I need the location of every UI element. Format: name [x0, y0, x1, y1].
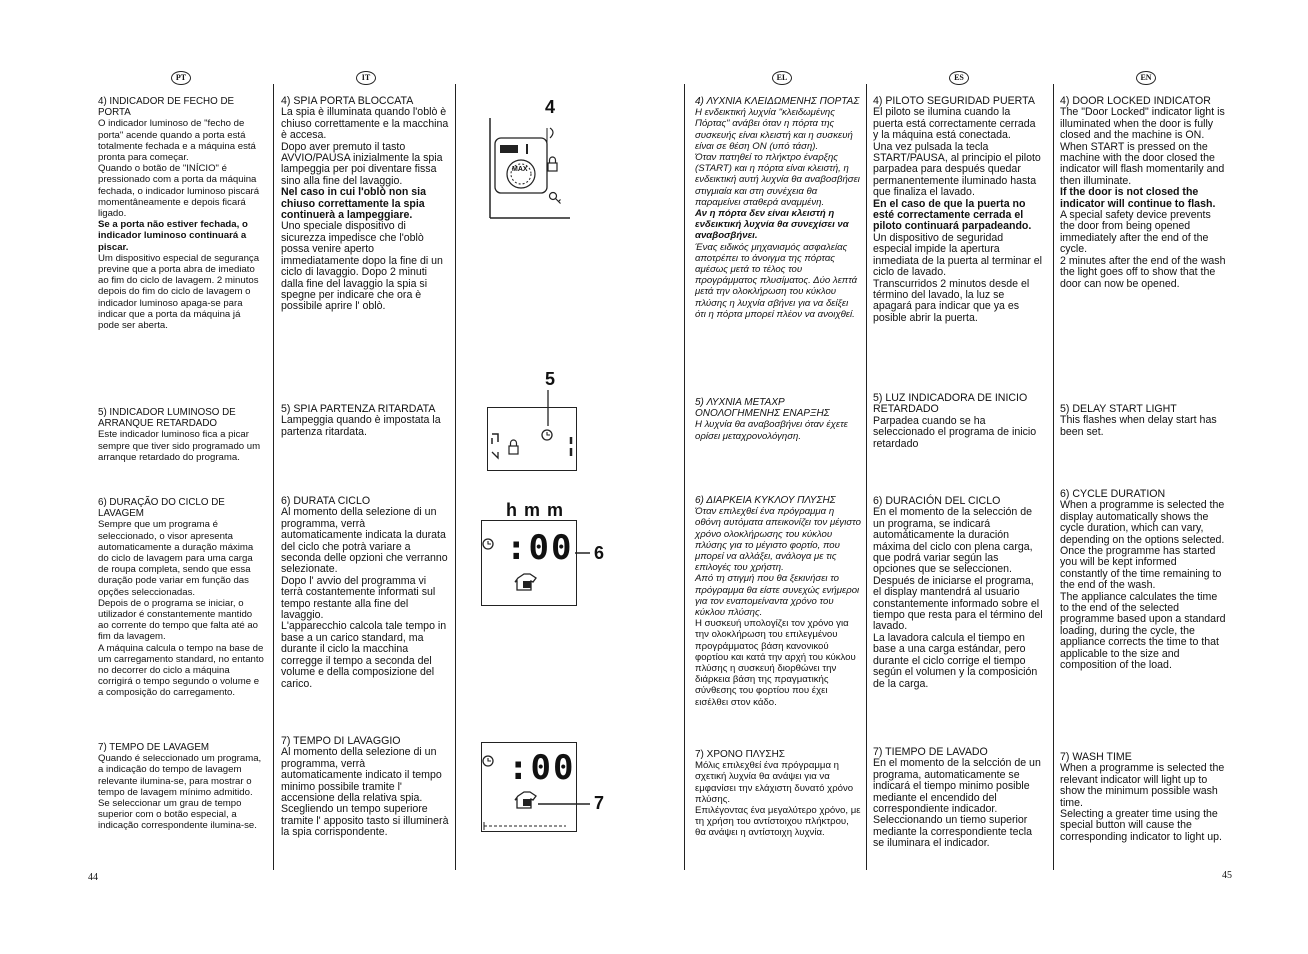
section-heading: 5) ΛΥΧΝΙΑ ΜΕΤΑΧΡ ΟΝΟΛΟΓΗΜΕΝΗΣ ΕΝΑΡΞΗΣ — [695, 397, 830, 420]
delay-clock-icon — [483, 539, 493, 549]
section-heading: 4) PILOTO SEGURIDAD PUERTA — [873, 95, 1035, 107]
section-body: Όταν επιλεχθεί ένα πρόγραμμα η οθόνη αυτόματα απεικονίζει τον μέγιστο χρόνο ολοκλήρωσης του κύκλου πλύσης για το μέγιστο φορτίο, που μπορεί να αλλάξει, ανάλογα με τις επιλογές του χρήστη. Από τη στιγμή που θα ξεκινήσει το πρόγραμμα θα είστε συνεχώς ενήμεροι για τον εναπομείναντα χρόνο του κύκλου πλύσης. — [695, 506, 861, 619]
es-section-5 — [873, 393, 1043, 450]
column-it — [281, 96, 449, 866]
section-body: Al momento della selezione di un programma, verrà automaticamente indicato il tempo minimo possibile tramite l' accensione della relativa spia. Scegliendo un tempo superiore tramite l' apposito tasto si illuminerà la spia corrispondente. — [281, 746, 449, 839]
column-en — [1060, 96, 1226, 876]
el-section-6 — [695, 495, 861, 708]
section-body: Sempre que um programa é seleccionado, o visor apresenta automaticamente a duração máxima do ciclo de lavagem para uma carga de roupa completa, sendo que essa duração pode variar em função das opções seleccionadas. Depois de o programa se iniciar, o utilizador é constantemente mantido ao corrente do tempo que falta até ao fim da lavagem. A máquina calcula o tempo na base de um carregamento standard, no entanto no decorrer do ciclo a máquina corrigirá o tempo segundo o volume e a composição do carregamento. — [98, 519, 264, 699]
shirt-icon — [515, 792, 536, 808]
section-heading: 4) DOOR LOCKED INDICATOR — [1060, 95, 1211, 107]
en-section-7 — [1060, 752, 1226, 843]
figure-wash-time-icons — [478, 742, 598, 842]
section-heading: 7) ΧΡΟΝΟ ΠΛΥΣΗΣ — [695, 749, 785, 760]
section-body-after: Um dispositivo especial de segurança previne que a porta abra de imediato ao fim do ciclo de lavagem. 2 minutos depois do fim do ciclo de lavagem o indicador luminoso apaga-se para indicar que a porta da máquina já pode ser aberta. — [98, 252, 260, 332]
section-body: O indicador luminoso de "fecho de porta" acende quando a porta está totalmente fechada e a máquina está pronta para começar. Quando o botão de "INÍCIO" é pressionado com a porta da máquina fechada, o indicador luminoso piscará momentâneamente e depois ficará ligado. — [98, 118, 260, 220]
it-section-4 — [281, 96, 449, 313]
delay-clock-icon — [483, 756, 493, 766]
key-icon — [550, 193, 561, 204]
section-body-after: Un dispositivo de seguridad especial impide la apertura inmediata de la puerta al terminar el ciclo de lavado. Transcurridos 2 minutos desde el término del lavado, la luz se apagará para indicar que ya es posible abrir la puerta. — [873, 231, 1043, 324]
section-body: When a programme is selected the relevant indicator will light up to show the minimum possible wash time. Selecting a greater time using the special button will cause the corresponding indicator to light up. — [1060, 762, 1225, 843]
section-heading: 6) DURACIÓN DEL CICLO — [873, 495, 1001, 507]
pt-section-5 — [98, 407, 264, 463]
lang-badge-el: EL — [772, 71, 792, 85]
pt-section-4 — [98, 96, 264, 331]
time-display: :00 — [506, 528, 574, 568]
el-section-5 — [695, 397, 861, 442]
figure-delay-icons — [487, 390, 587, 470]
el-section-4 — [695, 96, 861, 320]
column-divider — [866, 84, 867, 870]
section-body: Este indicador luminoso fica a picar sempre que tiver sido programado um arranque retardado do programa. — [98, 429, 261, 463]
section-warning: If the door is not closed the indicator will continue to flash. — [1060, 186, 1216, 210]
section-body: This flashes when delay start has been set. — [1060, 414, 1217, 438]
page-number-right: 45 — [1222, 870, 1232, 881]
section-heading: 5) DELAY START LIGHT — [1060, 403, 1177, 415]
column-divider — [1053, 84, 1054, 870]
section-warning: Nel caso in cui l'oblò non sia chiuso correttamente la spia continuerà a lampeggiare. — [281, 186, 426, 222]
section-body: Parpadea cuando se ha seleccionado el programa de inicio retardado — [873, 414, 1037, 450]
lang-badge-pt: PT — [171, 71, 191, 85]
section-heading: 5) LUZ INDICADORA DE INICIO RETARDADO — [873, 392, 1028, 416]
shirt-icon — [515, 574, 536, 590]
section-body: Η λυχνία θα αναβοσβήνει όταν έχετε ορίσει μεταχρονολόγηση. — [695, 419, 848, 442]
section-heading: 7) WASH TIME — [1060, 751, 1132, 763]
section-heading: 5) SPIA PARTENZA RITARDATA — [281, 403, 436, 415]
section-body: The "Door Locked" indicator light is illuminated when the door is fully closed and the machine is ON. When START is pressed on the machine with the door closed the indicator will flash momentarily and then illuminate. — [1060, 106, 1225, 187]
column-divider — [455, 84, 456, 870]
section-heading: 4) INDICADOR DE FECHO DE PORTA — [98, 96, 235, 119]
section-body: En el momento de la selcción de un programa, automaticamente se indicará el tiempo minimo posible mediante el encendido del correspondiente indicador. Seleccionando un tiemo superior mediante la correspondiente tecla se iluminara el indicador. — [873, 757, 1041, 850]
section-body: When a programme is selected the display automatically shows the cycle duration, which can vary, depending on the options selected. Once the programme has started you will be kept informed constantly of the time remaining to the end of the wash. The appliance calculates the time to the end of the selected programme based upon a standard loading, during the cycle, the appliance corrects the time to that applicable to the size and composition of the load. — [1060, 499, 1226, 672]
lang-badge-es: ES — [949, 71, 969, 85]
section-heading: 4) SPIA PORTA BLOCCATA — [281, 95, 414, 107]
figure-duration-icons — [478, 520, 598, 610]
callout-4: 4 — [545, 97, 556, 117]
section-body-after: Uno speciale dispositivo di sicurezza impedisce che l'oblò possa venire aperto immediatamente dopo la fine di un ciclo di lavaggio. Dopo 2 minuti dalla fine del lavaggio la spia si spegne per indicare che ora è possibile aprire l' oblò. — [281, 220, 443, 313]
section-heading: 7) TEMPO DI LAVAGGIO — [281, 735, 401, 747]
page-number-left: 44 — [88, 872, 98, 883]
en-section-5 — [1060, 404, 1226, 438]
section-warning: En el caso de que la puerta no esté correctamente cerrada el piloto continuará parpadeando. — [873, 197, 1032, 233]
en-section-4 — [1060, 96, 1226, 290]
section-heading: 5) INDICADOR LUMINOSO DE ARRANQUE RETARDADO — [98, 407, 236, 430]
section-body-after: Ένας ειδικός μηχανισμός ασφαλείας αποτρέπει το άνοιγμα της πόρτας αμέσως μετά το τέλος του προγράμματος πλυσίματος. Δύο λεπτά μετά την ολοκλήρωση του κύκλου πλύσης η λυχνία σβήνει για να δείξει ότι η πόρτα μπορεί πλέον να ανοιχθεί. — [695, 241, 858, 320]
figure-door-lock-panel — [490, 118, 580, 218]
section-heading: 4) ΛΥΧΝΙΑ ΚΛΕΙΔΩΜΕΝΗΣ ΠΟΡΤΑΣ — [695, 96, 860, 107]
section-warning: Αν η πόρτα δεν είναι κλειστή η ενδεικτική λυχνία θα συνεχίσει να αναβοσβήνει. — [695, 208, 849, 242]
section-body: Lampeggia quando è impostata la partenza ritardata. — [281, 414, 441, 438]
column-divider — [273, 84, 274, 870]
callout-5: 5 — [545, 369, 556, 389]
section-heading: 7) TIEMPO DE LAVADO — [873, 746, 988, 758]
hmm-label: h m m — [506, 500, 564, 520]
pt-section-6 — [98, 497, 264, 699]
it-section-7 — [281, 736, 449, 839]
section-body: Η ενδεικτική λυχνία "κλειδωμένης Πόρτας" ανάβει όταν η πόρτα της συσκευής είναι κλειστή και η συσκευή είναι σε θέση ON (υπό τάση). Όταν πατηθεί το πλήκτρο έναρξης (START) και η πόρτα είναι κλειστή, η ενδεικτική αυτή λυχνία θα αναβοσβήσει στιγμιαία και στη συνέχεια θα παραμείνει σταθερά αναμμένη. — [695, 107, 860, 208]
es-section-4 — [873, 96, 1043, 324]
es-section-6 — [873, 496, 1043, 690]
el-section-7 — [695, 749, 861, 839]
section-warning: Se a porta não estiver fechada, o indicador luminoso continuará a piscar. — [98, 219, 248, 253]
section-body: Quando é seleccionado um programa, a indicação do tempo de lavagem relevante ilumina-se, para mostrar o tempo de lavagem mínimo admitido. Se seleccionar um grau de tempo superior com o botão especial, a indicação correspondente ilumina-se. — [98, 753, 262, 832]
section-body: Μόλις επιλεχθεί ένα πρόγραμμα η σχετική λυχνία θα ανάψει για να εμφανίσει την ελάχιστη δυνατό χρόνο πλύσης. Επιλέγοντας ένα μεγαλύτερο χρόνο, με τη χρήση του αντίστοιχου πλήκτρου, θα ανάψει η αντίστοιχη λυχνία. — [695, 760, 861, 839]
pt-section-7 — [98, 742, 264, 832]
section-heading: 6) CYCLE DURATION — [1060, 488, 1166, 500]
callout-6: 6 — [594, 543, 605, 563]
time-display: :00 — [508, 748, 576, 788]
section-body: El piloto se ilumina cuando la puerta está correctamente cerrada y la máquina está conectada. Una vez pulsada la tecla START/PAUSA, al principio el piloto parpadea para después quedar permanentemente iluminado hasta que finaliza el lavado. — [873, 106, 1041, 199]
column-pt — [98, 96, 264, 866]
section-heading: 7) TEMPO DE LAVAGEM — [98, 742, 210, 753]
section-heading: 6) ΔΙΑΡΚΕΙΑ ΚΥΚΛΟΥ ΠΛΥΣΗΣ — [695, 495, 836, 506]
padlock-icon — [509, 440, 518, 454]
display-max-label: MAX — [512, 166, 528, 173]
section-body: La spia è illuminata quando l'oblò è chiuso correttamente e la macchina è accesa. Dopo aver premuto il tasto AVVIO/PAUSA inizialmente la spia lampeggia per poi diventare fissa sino alla fine del lavaggio. — [281, 106, 449, 187]
section-body: En el momento de la selección de un programa, se indicará automáticamente la duración máxima del ciclo con plena carga, que podrá variar según las opciones que se seleccionen. Después de iniciarse el programa, el display mantendrá al usuario constantemente informado sobre el tiempo que resta para el término del lavado. La lavadora calcula el tiempo en base a una carga estándar, pero durante el ciclo corrige el tiempo según el volumen y la composición de la carga. — [873, 506, 1043, 690]
section-heading: 6) DURAÇÃO DO CICLO DE LAVAGEM — [98, 497, 225, 520]
lang-badge-it: IT — [356, 71, 376, 85]
column-divider — [684, 84, 685, 870]
callout-7: 7 — [594, 793, 605, 813]
en-section-6 — [1060, 489, 1226, 672]
section-body: Al momento della selezione di un programma, verrà automaticamente indicata la durata del ciclo che potrà variare a seconda delle opzioni che verranno selezionate. Dopo l' avvio del programma vi terrà costantemente informati sul tempo restante alla fine del lavaggio. L'apparecchio calcola tale tempo in base a un carico standard, ma durante il ciclo la macchina corregge il tempo a seconda del volume e della composizione del carico. — [281, 506, 448, 690]
es-section-7 — [873, 747, 1043, 850]
lang-badge-en: EN — [1136, 71, 1156, 85]
it-section-5 — [281, 404, 449, 438]
column-el — [695, 96, 861, 866]
section-body-after: A special safety device prevents the door from being opened immediately after the end of the cycle. 2 minutes after the end of the wash the light goes off to show that the door can now be opened. — [1060, 209, 1226, 290]
column-es — [873, 96, 1043, 876]
it-section-6 — [281, 496, 449, 690]
delay-clock-icon — [542, 430, 552, 440]
section-body-after: Η συσκευή υπολογίζει τον χρόνο για την ολοκλήρωση του επιλεγμένου προγράμματος βάση κανονικού φορτίου και κατά την αρχή του κύκλου πλύσης η συσκευή διορθώνει την διάρκεια βάση της πραγματικής σύνθεσης του φορτίου που έχει εισέλθει στον κάδο. — [695, 618, 856, 708]
padlock-icon — [548, 157, 557, 171]
section-heading: 6) DURATA CICLO — [281, 495, 371, 507]
